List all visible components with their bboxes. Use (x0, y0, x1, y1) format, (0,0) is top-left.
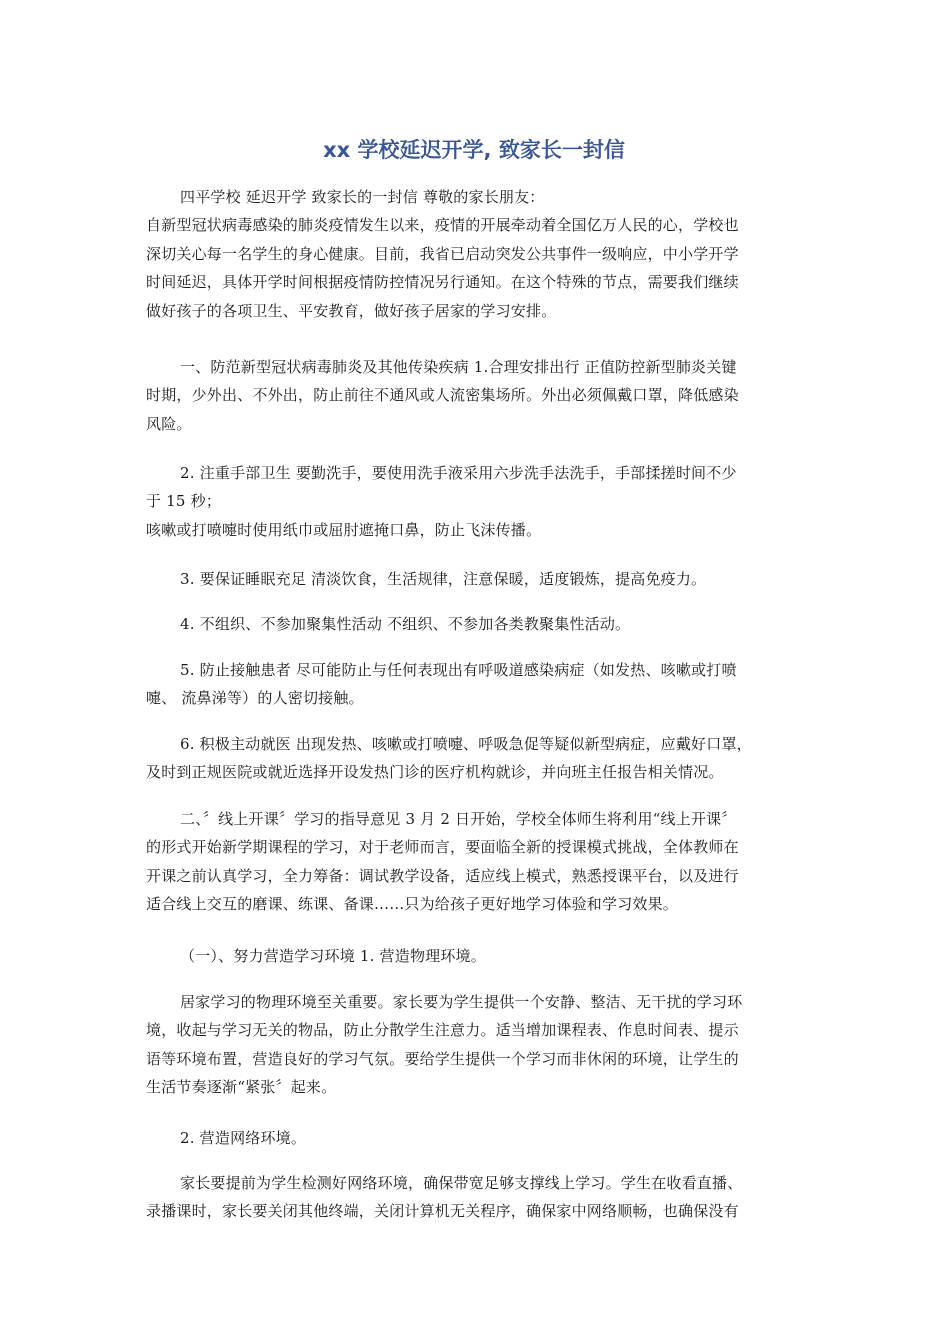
text-line: 开课之前认真学习，全力筹备：调试教学设备，适应线上模式，熟悉授课平台，以及进行 (146, 866, 739, 885)
text-line: 的形式开始新学期课程的学习，对于老师而言，要面临全新的授课模式挑战，全体教师在 (146, 838, 739, 857)
paragraph-section-2 (146, 805, 802, 919)
text-line: （一）、努力营造学习环境 1. 营造物理环境。 (180, 947, 486, 965)
text-line: 自新型冠状病毒感染的肺炎疫情发生以来，疫情的开展牵动着全国亿万人民的心，学校也 (146, 216, 739, 235)
paragraph-item-3 (146, 565, 802, 593)
text-line: 四平学校 延迟开学 致家长的一封信 尊敬的家长朋友： (180, 188, 545, 206)
text-line: 5. 防止接触患者 尽可能防止与任何表现出有呼吸道感染病症（如发热、咳嗽或打喷 (180, 661, 737, 679)
text-line: 3. 要保证睡眠充足 清淡饮食，生活规律，注意保暖，适度锻炼，提高免疫力。 (180, 570, 707, 588)
paragraph-item-2 (146, 459, 802, 544)
text-line: 做好孩子的各项卫生、平安教育，做好孩子居家的学习安排。 (146, 301, 557, 320)
paragraph-network-environment (146, 1169, 802, 1226)
paragraph-intro (146, 183, 802, 325)
text-line: 居家学习的物理环境至关重要。家长要为学生提供一个安静、整洁、无干扰的学习环 (180, 993, 743, 1011)
text-line: 语等环境布置，营造良好的学习气氛。要给学生提供一个学习而非休闲的环境，让学生的 (146, 1049, 739, 1068)
text-line: 2. 注重手部卫生 要勤洗手，要使用洗手液采用六步洗手法洗手，手部揉搓时间不少 (180, 464, 737, 482)
text-line: 嚏、 流鼻涕等）的人密切接触。 (146, 689, 364, 708)
text-line: 适合线上交互的磨课、练课、备课……只为给孩子更好地学习体验和学习效果。 (146, 895, 679, 914)
text-line: 咳嗽或打喷嚏时使用纸巾或屈肘遮掩口鼻，防止飞沫传播。 (146, 520, 542, 539)
text-line: 及时到正规医院或就近选择开设发热门诊的医疗机构就诊，并向班主任报告相关情况。 (146, 763, 724, 782)
text-line: 4. 不组织、不参加聚集性活动 不组织、不参加各类教聚集性活动。 (180, 615, 631, 633)
text-line: 时期，少外出、不外出，防止前往不通风或人流密集场所。外出必须佩戴口罩，降低感染 (146, 386, 739, 405)
text-line: 二、〞线上开课〞学习的指导意见 3 月 2 日开始，学校全体师生将利用“线上开课〞 (180, 810, 737, 828)
text-line: 2. 营造网络环境。 (180, 1129, 307, 1147)
paragraph-item-network (146, 1124, 802, 1152)
document-title: xx 学校延迟开学, 致家长一封信 (323, 138, 625, 162)
text-line: 家长要提前为学生检测好网络环境，确保带宽足够支撑线上学习。学生在收看直播、 (180, 1174, 743, 1192)
paragraph-item-4 (146, 610, 802, 638)
paragraph-section-1 (146, 353, 802, 438)
text-line: 于 15 秒； (146, 492, 222, 511)
text-line: 录播课时，家长要关闭其他终端，关闭计算机无关程序，确保家中网络顺畅，也确保没有 (146, 1202, 739, 1221)
text-line: 一、防范新型冠状病毒肺炎及其他传染疾病 1.合理安排出行 正值防控新型肺炎关键 (180, 358, 737, 376)
text-line: 时间延迟，具体开学时间根据疫情防控情况另行通知。在这个特殊的节点，需要我们继续 (146, 273, 739, 292)
text-line: 境，收起与学习无关的物品，防止分散学生注意力。适当增加课程表、作息时间表、提示 (146, 1021, 739, 1040)
text-line: 生活节奏逐渐“紧张〞起来。 (146, 1078, 337, 1097)
paragraph-item-6 (146, 730, 802, 787)
paragraph-physical-environment (146, 988, 802, 1102)
text-line: 风险。 (146, 414, 192, 433)
text-line: 深切关心每一名学生的身心健康。目前，我省已启动突发公共事件一级响应，中小学开学 (146, 244, 739, 263)
paragraph-item-5 (146, 656, 802, 713)
text-line: 6. 积极主动就医 出现发热、咳嗽或打喷嚏、呼吸急促等疑似新型病症，应戴好口罩， (180, 735, 752, 753)
paragraph-subsection-1 (146, 942, 802, 970)
